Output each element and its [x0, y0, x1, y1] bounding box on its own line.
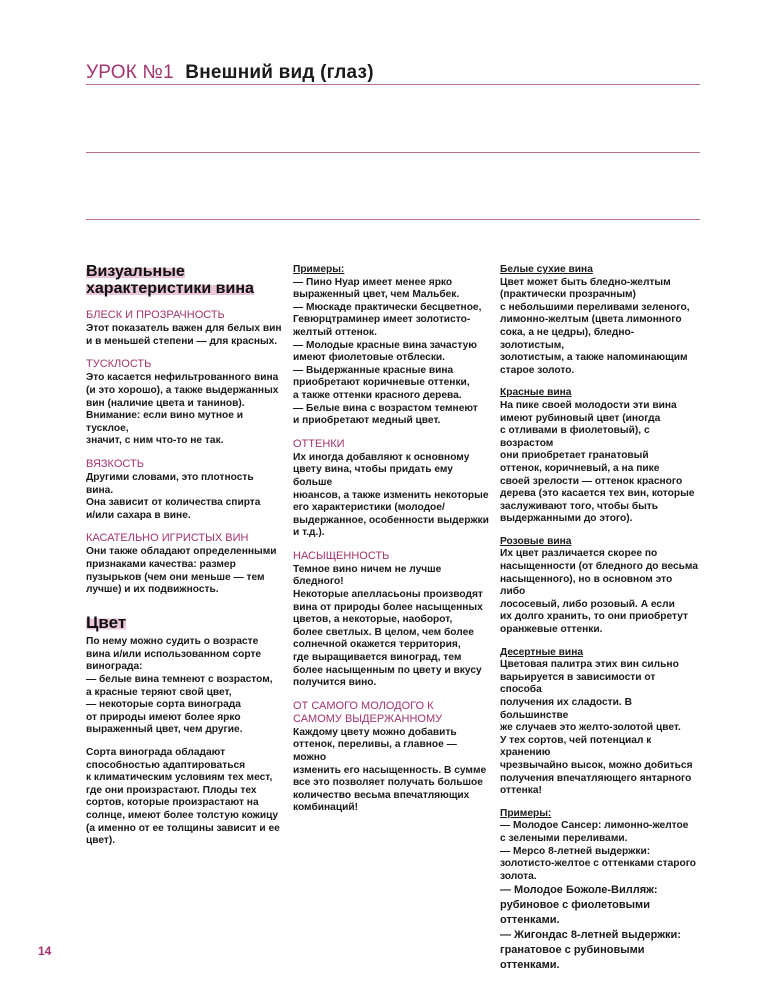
text-line: варьируется в зависимости от способа — [500, 671, 656, 696]
section-title: Визуальные характеристики вина — [86, 263, 254, 297]
divider-rule — [86, 152, 700, 153]
subsection-body — [500, 548, 698, 636]
text-line: Она зависит от количества спирта — [86, 497, 261, 509]
text-line: где они произрастают. Плоды тех — [86, 784, 257, 796]
text-line: оранжевые оттенки. — [500, 624, 603, 636]
col1-sections — [86, 309, 282, 597]
text-line: Их иногда добавляют к основному — [293, 451, 470, 463]
subsection-heading: ОТТЕНКИ — [293, 437, 345, 450]
text-line: насыщенности (от бледного до весьма — [500, 561, 698, 573]
color-section-title: Цвет — [86, 612, 127, 632]
text-line: — Молодое Божоле-Вилляж: — [500, 884, 658, 897]
subsection-heading: Десертные вина — [500, 646, 584, 658]
divider-rule — [86, 219, 700, 220]
text-line: пузырьков (чем они меньше — тем — [86, 571, 265, 583]
color-paragraph — [86, 747, 282, 848]
text-line: их долго хранить, то они приобретут — [500, 611, 689, 623]
text-line: приобретают коричневые оттенки, — [293, 377, 470, 389]
lesson-header — [86, 62, 374, 84]
subsection-heading: БЛЕСК И ПРОЗРАЧНОСТЬ — [86, 309, 225, 322]
subsection-body — [86, 323, 282, 348]
text-line: сока, а не цедры), бледно-золотистым, — [500, 326, 635, 351]
text-line: лимонно-желтым (цвета лимонного — [500, 314, 682, 326]
text-line: винограда: — [86, 661, 143, 673]
subsection-body — [500, 659, 698, 798]
text-line: — белые вина темнеют с возрастом, — [86, 674, 273, 686]
text-line: они приобретает гранатовый — [500, 450, 649, 462]
text-line: — Мерсо 8-летней выдержки: — [500, 845, 651, 857]
text-line: Темное вино ничем не лучше бледного! — [293, 563, 442, 588]
subsection-heading: КАСАТЕЛЬНО ИГРИСТЫХ ВИН — [86, 532, 249, 545]
text-line: получения их сладости. В большинстве — [500, 697, 632, 721]
text-line: солнце, имеют более толстую кожицу — [86, 810, 279, 821]
text-line: своей зрелости — оттенок красного — [500, 475, 683, 487]
examples-heading: Примеры: — [500, 807, 552, 819]
text-line: насыщенного), но в основном это либо — [500, 573, 673, 598]
subsection-heading: ТУСКЛОСТЬ — [86, 358, 152, 371]
text-line: По нему можно судить о возрасте — [86, 636, 259, 648]
column-1 — [86, 264, 282, 858]
subsection-body — [86, 546, 282, 596]
text-line: более насыщенным по цвету и вкусу — [293, 664, 482, 676]
text-line: получения впечатляющего янтарного — [500, 772, 692, 784]
subsection-heading: ВЯЗКОСТЬ — [86, 457, 144, 470]
col3-sections — [500, 264, 698, 798]
text-line: цвету вина, чтобы придать ему больше — [293, 464, 453, 488]
subsection-body — [86, 372, 282, 448]
text-line: заслуживают того, чтобы быть — [500, 500, 659, 512]
text-line: и т.д.). — [293, 527, 325, 539]
subsection-body — [293, 564, 491, 690]
text-line: — Молодые красные вина зачастую — [293, 339, 477, 351]
text-line: — Молодое Сансер: лимонно-желтое — [500, 820, 689, 832]
text-line: цвет). — [86, 835, 116, 847]
text-line: старое золото. — [500, 364, 575, 376]
examples-list — [500, 820, 698, 883]
text-line: солнечной окажется территория, — [293, 639, 461, 651]
text-line: гранатовое с рубиновыми — [500, 944, 645, 957]
text-line: Цвет может быть бледно-желтым — [500, 276, 671, 288]
text-line: с небольшими переливами зеленого, — [500, 301, 690, 313]
subsection-heading: Розовые вина — [500, 535, 572, 547]
text-line: У тех сортов, чей потенциал к хранению — [500, 734, 652, 759]
text-line: к климатическим условиям тех мест, — [86, 772, 273, 784]
text-line: имеют фиолетовые отблески. — [293, 352, 446, 364]
text-line: золота. — [500, 870, 537, 882]
subsection-body — [500, 400, 698, 526]
text-line: сортов, которые произрастают на — [86, 797, 259, 809]
page-number: 14 — [38, 944, 52, 958]
lesson-number: УРОК №1 — [86, 62, 174, 83]
subsection-heading: НАСЫЩЕННОСТЬ — [293, 549, 390, 562]
text-line: оттенка! — [500, 785, 542, 797]
text-line: вина от природы более насыщенных — [293, 601, 483, 613]
text-line: Сорта винограда обладают — [86, 747, 226, 759]
lesson-title: Внешний вид (глаз) — [185, 62, 374, 83]
text-line: все это позволяет получать большое — [293, 777, 483, 789]
text-line: выдержанное, особенности выдержки — [293, 514, 489, 526]
text-line: изменить его насыщенность. В сумме — [293, 764, 487, 776]
text-line: с зелеными переливами. — [500, 832, 628, 844]
header-rule — [86, 84, 700, 85]
subsection-body — [293, 727, 491, 815]
text-line: Каждому цвету можно добавить — [293, 726, 457, 738]
text-line: оттенками. — [500, 959, 560, 972]
examples-list-large — [500, 883, 698, 973]
text-line: желтый оттенок. — [293, 326, 377, 338]
text-line: Некоторые апелласьоны производят — [293, 589, 483, 601]
text-line: с отливами в фиолетовый), с возрастом — [500, 425, 650, 449]
subsection-body — [500, 277, 698, 378]
color-paragraph — [86, 636, 282, 737]
text-line: — Мюскаде практически бесцветное, — [293, 301, 482, 313]
text-line: лососевый, либо розовый. А если — [500, 598, 675, 610]
subsection-heading: Красные вина — [500, 387, 572, 399]
examples-heading: Примеры: — [293, 264, 345, 275]
text-line: а также оттенки красного дерева. — [293, 389, 462, 401]
text-line: выдержанными до этого). — [500, 513, 633, 525]
text-line: Это касается нефильтрованного вина — [86, 372, 279, 384]
text-line: (практически прозрачным) — [500, 289, 636, 301]
text-line: значит, с ним что-то не так. — [86, 435, 224, 447]
subsection-heading: ОТ САМОГО МОЛОДОГО К САМОМУ ВЫДЕРЖАННОМУ — [293, 699, 443, 725]
text-line: (а именно от ее толщины зависит и ее — [86, 822, 280, 834]
text-line: более светлых. В целом, чем более — [293, 626, 474, 638]
text-line: Этот показатель важен для белых вин — [86, 323, 282, 335]
text-line: выраженный цвет, чем Мальбек. — [293, 289, 460, 301]
text-line: (и это хорошо), а также выдержанных — [86, 384, 279, 396]
text-line: Цветовая палитра этих вин сильно — [500, 659, 679, 671]
text-line: Они также обладают определенными — [86, 546, 277, 558]
text-line: Другими словами, это плотность вина. — [86, 471, 254, 496]
text-line: где выращивается виноград, тем — [293, 652, 462, 664]
text-line: — Белые вина с возрастом темнеют — [293, 402, 478, 414]
text-line: дерева (это касается тех вин, которые — [500, 488, 695, 500]
text-line: имеют рубиновый цвет (иногда — [500, 412, 661, 424]
text-line: и приобретают медный цвет. — [293, 415, 441, 427]
text-line: — некоторые сорта винограда — [86, 699, 241, 711]
text-line: лучше) и их подвижность. — [86, 584, 219, 596]
col2-sections — [293, 438, 491, 815]
text-line: цветов, а некоторые, наоборот, — [293, 614, 453, 626]
text-line: оттенками. — [500, 914, 560, 927]
text-line: — Жигондас 8-летней выдержки: — [500, 929, 681, 942]
text-line: вина и/или использованном сорте — [86, 648, 262, 660]
text-line: получится вино. — [293, 677, 377, 689]
examples-list — [293, 277, 491, 428]
text-line: оттенок, переливы, а главное — можно — [293, 739, 457, 763]
text-line: вин (наличие цвета и танинов). — [86, 397, 245, 409]
text-line: оттенок, коричневый, а на пике — [500, 462, 660, 474]
text-line: выраженный цвет, чем другие. — [86, 724, 243, 736]
column-2 — [293, 264, 491, 825]
text-line: нюансов, а также изменить некоторые — [293, 489, 489, 501]
subsection-heading: Белые сухие вина — [500, 264, 593, 275]
text-line: его характеристики (молодое/ — [293, 502, 445, 514]
column-3 — [500, 264, 698, 973]
text-line: признаками качества: размер — [86, 558, 236, 570]
text-line: и/или сахара в вине. — [86, 509, 191, 521]
text-line: способностью адаптироваться — [86, 759, 246, 771]
text-line: Внимание: если вино мутное и тусклое, — [86, 410, 243, 434]
text-line: Гевюрцтраминер имеет золотисто- — [293, 314, 471, 326]
text-line: от природы имеют более ярко — [86, 711, 241, 723]
text-line: золотистым, а также напоминающим — [500, 352, 688, 364]
text-line: же случаев это желто-золотой цвет. — [500, 722, 681, 734]
text-line: На пике своей молодости эти вина — [500, 399, 677, 411]
text-line: рубиновое с фиолетовыми — [500, 899, 650, 912]
subsection-body — [293, 452, 491, 540]
text-line: — Выдержанные красные вина — [293, 364, 454, 376]
text-line: и в меньшей степени — для красных. — [86, 335, 278, 347]
subsection-body — [86, 472, 282, 522]
text-line: Их цвет различается скорее по — [500, 548, 658, 560]
text-line: комбинаций! — [293, 802, 359, 814]
text-line: а красные теряют свой цвет, — [86, 686, 232, 698]
text-line: золотисто-желтое с оттенками старого — [500, 858, 697, 870]
text-line: количество весьма впечатляющих — [293, 789, 470, 801]
text-line: — Пино Нуар имеет менее ярко — [293, 276, 453, 288]
text-line: чрезвычайно высок, можно добиться — [500, 759, 693, 771]
